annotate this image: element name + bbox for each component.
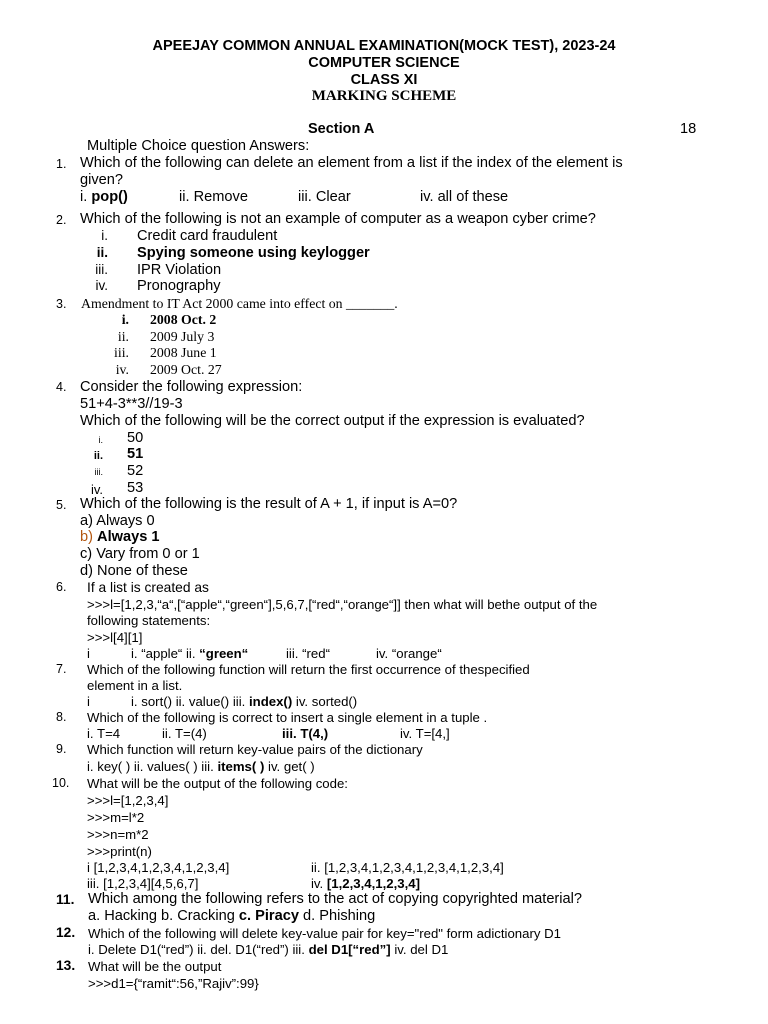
option-d: d) None of these bbox=[80, 563, 188, 579]
option-3: iii. “red“ bbox=[286, 646, 330, 661]
question-text: given? bbox=[80, 172, 124, 188]
option-c: c) Vary from 0 or 1 bbox=[80, 546, 200, 562]
question-text: Consider the following expression: bbox=[80, 379, 303, 395]
options: a. Hacking b. Cracking c. Piracy d. Phishing bbox=[88, 908, 376, 924]
option-1: i [1,2,3,4,1,2,3,4,1,2,3,4] bbox=[87, 860, 230, 875]
question-number: 10. bbox=[52, 776, 70, 790]
question-number: 13. bbox=[56, 958, 76, 973]
question-number: 8. bbox=[56, 710, 67, 724]
option-numeral: iii. bbox=[95, 262, 108, 277]
expression: 51+4-3**3//19-3 bbox=[80, 396, 183, 412]
option-numeral: iv. bbox=[115, 362, 129, 377]
section-subtitle: Multiple Choice question Answers: bbox=[87, 138, 310, 154]
question-number: 1. bbox=[56, 157, 67, 171]
option-3: iii. Clear bbox=[298, 189, 351, 205]
option-text: 2009 Oct. 27 bbox=[150, 362, 222, 377]
option-b: b) Always 1 bbox=[80, 529, 160, 545]
question-text: Which of the following will delete key-value pair for key="red" form adictionary D1 bbox=[88, 926, 561, 941]
option-1-2: i. “apple“ ii. “green“ bbox=[131, 646, 249, 661]
option-2: ii. Remove bbox=[179, 189, 248, 205]
code-line: >>>print(n) bbox=[87, 844, 152, 859]
question-number: 7. bbox=[56, 662, 67, 676]
question-text: Which among the following refers to the act of copying copyrighted material? bbox=[88, 891, 583, 907]
code-line: >>>n=m*2 bbox=[87, 827, 149, 842]
option-4: iv. all of these bbox=[420, 189, 509, 205]
options: i. Delete D1(“red”) ii. del. D1(“red”) iii. del D1[“red”] iv. del D1 bbox=[88, 942, 449, 957]
class-title: CLASS XI bbox=[350, 72, 418, 88]
option-text: 2008 June 1 bbox=[150, 345, 217, 360]
code-line: >>>d1={“ramit“:56,”Rajiv”:99} bbox=[88, 976, 259, 991]
question-text: following statements: bbox=[87, 613, 211, 628]
question-text: If a list is created as bbox=[87, 580, 209, 595]
option-numeral: i. bbox=[121, 312, 129, 327]
answer: 51 bbox=[127, 446, 144, 462]
question-text: Which of the following is correct to insert a single element in a tuple . bbox=[87, 710, 488, 725]
answer: items( ) bbox=[217, 759, 265, 774]
option-numeral: ii. bbox=[117, 329, 129, 344]
question-number: 3. bbox=[56, 297, 67, 311]
option-lead: i bbox=[87, 694, 90, 709]
option-a: a) Always 0 bbox=[80, 513, 155, 529]
code-line: >>>l=[1,2,3,4] bbox=[87, 793, 169, 808]
option-text: 52 bbox=[127, 463, 144, 479]
option-2: ii. T=(4) bbox=[162, 726, 207, 741]
answer: “green“ bbox=[199, 646, 249, 661]
option-numeral: i. bbox=[101, 228, 108, 243]
options: i. sort() ii. value() iii. index() iv. sorted() bbox=[131, 694, 358, 709]
answer: del D1[“red”] bbox=[308, 942, 391, 957]
option-text: Credit card fraudulent bbox=[137, 228, 278, 244]
question-number: 5. bbox=[56, 498, 67, 512]
option-text: Pronography bbox=[137, 278, 221, 294]
option-text: 53 bbox=[127, 480, 144, 496]
question-text: Which of the following will be the correct output if the expression is evaluated? bbox=[80, 413, 585, 429]
question-number: 12. bbox=[56, 925, 76, 940]
question-number: 9. bbox=[56, 742, 67, 756]
answer: c. Piracy bbox=[238, 908, 299, 924]
question-text: Amendment to IT Act 2000 came into effect on _______. bbox=[81, 296, 398, 311]
answer: Spying someone using keylogger bbox=[137, 245, 370, 261]
code-line: >>>l[4][1] bbox=[87, 630, 143, 645]
option-numeral: iii. bbox=[114, 345, 129, 360]
question-text: Which of the following is not an example of computer as a weapon cyber crime? bbox=[80, 211, 596, 227]
option-numeral: ii. bbox=[96, 245, 108, 260]
answer: [1,2,3,4,1,2,3,4] bbox=[326, 876, 420, 891]
answer: index() bbox=[248, 694, 293, 709]
options: i. key( ) ii. values( ) iii. items( ) iv. get( ) bbox=[87, 759, 315, 774]
option-1: i. pop() bbox=[80, 189, 128, 205]
answer: iii. T(4,) bbox=[282, 726, 329, 741]
question-number: 4. bbox=[56, 380, 67, 394]
option-1: i. T=4 bbox=[87, 726, 121, 741]
marking-scheme-title: MARKING SCHEME bbox=[311, 88, 457, 104]
option-numeral: iii. bbox=[94, 467, 103, 477]
option-text: 2009 July 3 bbox=[150, 329, 215, 344]
question-text: Which function will return key-value pairs of the dictionary bbox=[87, 742, 423, 757]
code-line: >>>m=l*2 bbox=[87, 810, 145, 825]
option-numeral: i. bbox=[98, 435, 103, 445]
option-numeral: iv. bbox=[95, 278, 108, 293]
option-lead: i bbox=[87, 646, 90, 661]
option-2: ii. [1,2,3,4,1,2,3,4,1,2,3,4,1,2,3,4] bbox=[311, 860, 504, 875]
question-text: What will be the output of the following code: bbox=[87, 776, 348, 791]
option-numeral: ii. bbox=[93, 450, 103, 462]
option-numeral: iv. bbox=[90, 482, 103, 497]
subject-title: COMPUTER SCIENCE bbox=[308, 55, 460, 71]
question-text: >>>l=[1,2,3,“a“,[“apple“,“green“],5,6,7,[“red“,“orange“]] then what will bethe output of the bbox=[87, 597, 598, 612]
answer: 2008 Oct. 2 bbox=[150, 312, 217, 327]
option-4: iv. “orange“ bbox=[376, 646, 442, 661]
question-number: 11. bbox=[56, 892, 75, 907]
option-4: iv. T=[4,] bbox=[400, 726, 450, 741]
question-text: Which of the following function will return the first occurrence of thespecified bbox=[87, 662, 530, 677]
answer: Always 1 bbox=[97, 529, 160, 545]
section-marks: 18 bbox=[680, 121, 697, 137]
exam-title: APEEJAY COMMON ANNUAL EXAMINATION(MOCK TEST), 2023-24 bbox=[152, 38, 616, 54]
question-text: element in a list. bbox=[87, 678, 183, 693]
section-title: Section A bbox=[308, 121, 375, 137]
question-text: Which of the following can delete an element from a list if the index of the element is bbox=[80, 155, 623, 171]
answer: pop() bbox=[91, 189, 128, 205]
question-number: 6. bbox=[56, 580, 67, 594]
option-4: iv. [1,2,3,4,1,2,3,4] bbox=[311, 876, 420, 891]
question-number: 2. bbox=[56, 213, 67, 227]
option-text: 50 bbox=[127, 430, 144, 446]
option-text: IPR Violation bbox=[137, 262, 222, 278]
question-text: What will be the output bbox=[88, 959, 222, 974]
option-3: iii. [1,2,3,4][4,5,6,7] bbox=[87, 876, 199, 891]
question-text: Which of the following is the result of A + 1, if input is A=0? bbox=[80, 496, 458, 512]
